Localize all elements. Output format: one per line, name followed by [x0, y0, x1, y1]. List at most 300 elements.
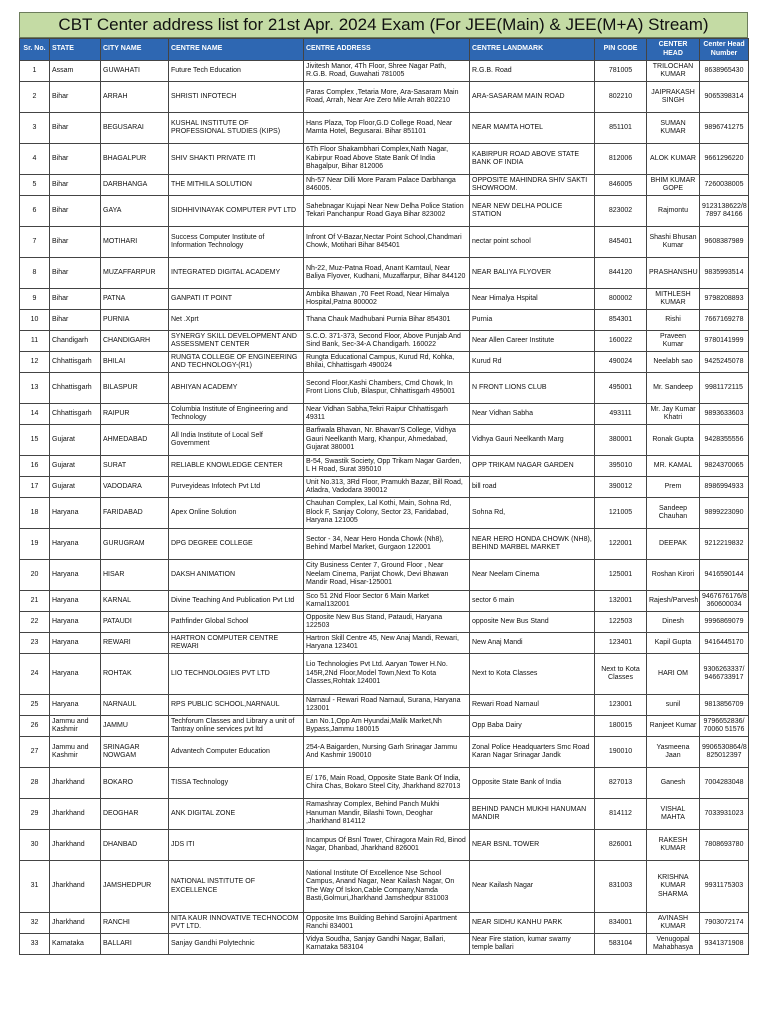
city-cell: BOKARO	[101, 768, 169, 799]
table-row	[20, 913, 749, 934]
page-title: CBT Center address list for 21st Apr. 2024 Exam (For JEE(Main) & JEE(M+A) Stream)	[19, 12, 748, 38]
col-state: STATE	[50, 39, 101, 61]
center-head-cell: DEEPAK	[647, 529, 700, 560]
state-cell: Bihar	[50, 310, 101, 331]
centre-landmark-cell: sector 6 main	[470, 591, 595, 612]
city-cell: NARNAUL	[101, 695, 169, 716]
pin-code-cell: 831003	[595, 861, 647, 913]
city-cell: ROHTAK	[101, 654, 169, 695]
pin-code-cell: 812006	[595, 144, 647, 175]
center-head-number-cell: 7260038005	[700, 175, 749, 196]
center-head-number-cell: 7667169278	[700, 310, 749, 331]
centre-address-cell: 254-A Baigarden, Nursing Garh Srinagar Jammu And Kashmir 190010	[304, 737, 470, 768]
centre-landmark-cell: Near Fire station, kumar swamy temple ballari	[470, 934, 595, 955]
sr-no-cell: 21	[20, 591, 50, 612]
centre-name-cell: ABHIYAN ACADEMY	[169, 373, 304, 404]
state-cell: Haryana	[50, 560, 101, 591]
centre-address-cell: Paras Complex ,Tetaria More, Ara-Sasaram Main Road, Arrah, Near Are Zero Mile Arrah 802210	[304, 82, 470, 113]
centre-landmark-cell: N FRONT LIONS CLUB	[470, 373, 595, 404]
sr-no-cell: 15	[20, 425, 50, 456]
center-head-cell: TRILOCHAN KUMAR	[647, 61, 700, 82]
table-header-row	[20, 39, 749, 61]
pin-code-cell: 844120	[595, 258, 647, 289]
centre-name-cell: SIDHHIVINAYAK COMPUTER PVT LTD	[169, 196, 304, 227]
pin-code-cell: 802210	[595, 82, 647, 113]
sr-no-cell: 1	[20, 61, 50, 82]
center-head-number-cell: 9824370065	[700, 456, 749, 477]
state-cell: Jharkhand	[50, 861, 101, 913]
centre-name-cell: Sanjay Gandhi Polytechnic	[169, 934, 304, 955]
sr-no-cell: 10	[20, 310, 50, 331]
state-cell: Haryana	[50, 695, 101, 716]
center-head-number-cell: 7033931023	[700, 799, 749, 830]
table-row	[20, 82, 749, 113]
city-cell: GAYA	[101, 196, 169, 227]
centre-name-cell: Pathfinder Global School	[169, 612, 304, 633]
sr-no-cell: 12	[20, 352, 50, 373]
sr-no-cell: 27	[20, 737, 50, 768]
centre-name-cell: DAKSH ANIMATION	[169, 560, 304, 591]
city-cell: DEOGHAR	[101, 799, 169, 830]
centre-name-cell: Success Computer Institute of Information Technology	[169, 227, 304, 258]
sr-no-cell: 5	[20, 175, 50, 196]
city-cell: AHMEDABAD	[101, 425, 169, 456]
center-head-number-cell: 9608387989	[700, 227, 749, 258]
centre-name-cell: RPS PUBLIC SCHOOL,NARNAUL	[169, 695, 304, 716]
city-cell: PATAUDI	[101, 612, 169, 633]
sr-no-cell: 14	[20, 404, 50, 425]
state-cell: Gujarat	[50, 456, 101, 477]
centre-name-cell: SHRISTI INFOTECH	[169, 82, 304, 113]
centre-address-cell: Thana Chauk Madhubani Purnia Bihar 854301	[304, 310, 470, 331]
pin-code-cell: 845401	[595, 227, 647, 258]
center-head-cell: Yasmeena Jaan	[647, 737, 700, 768]
state-cell: Haryana	[50, 654, 101, 695]
pin-code-cell: 851101	[595, 113, 647, 144]
table-row	[20, 477, 749, 498]
sr-no-cell: 31	[20, 861, 50, 913]
table-row	[20, 227, 749, 258]
centre-address-cell: Hartron Skill Centre 45, New Anaj Mandi, Rewari, Haryana 123401	[304, 633, 470, 654]
centre-landmark-cell: NEAR BSNL TOWER	[470, 830, 595, 861]
pin-code-cell: 395010	[595, 456, 647, 477]
table-row	[20, 560, 749, 591]
sr-no-cell: 19	[20, 529, 50, 560]
table-row	[20, 175, 749, 196]
table-row	[20, 144, 749, 175]
center-head-cell: Prem	[647, 477, 700, 498]
center-head-number-cell: 9996869079	[700, 612, 749, 633]
centre-address-cell: Second Floor,Kashi Chambers, Cmd Chowk, In Front Lions Club, Bilaspur, Chhattisgarh 495001	[304, 373, 470, 404]
state-cell: Gujarat	[50, 425, 101, 456]
center-head-number-cell: 9931175303	[700, 861, 749, 913]
sr-no-cell: 30	[20, 830, 50, 861]
city-cell: CHANDIGARH	[101, 331, 169, 352]
centre-name-cell: SHIV SHAKTI PRIVATE ITI	[169, 144, 304, 175]
centre-landmark-cell: Purnia	[470, 310, 595, 331]
center-head-cell: JAIPRAKASH SINGH	[647, 82, 700, 113]
table-row	[20, 456, 749, 477]
center-head-cell: SUMAN KUMAR	[647, 113, 700, 144]
center-head-cell: Ganesh	[647, 768, 700, 799]
centre-landmark-cell: Vidhya Gauri Neelkanth Marg	[470, 425, 595, 456]
pin-code-cell: Next to Kota Classes	[595, 654, 647, 695]
pin-code-cell: 132001	[595, 591, 647, 612]
centre-address-cell: Opposite New Bus Stand, Pataudi, Haryana 122503	[304, 612, 470, 633]
sr-no-cell: 20	[20, 560, 50, 591]
pin-code-cell: 854301	[595, 310, 647, 331]
city-cell: BEGUSARAI	[101, 113, 169, 144]
centre-landmark-cell: Kurud Rd	[470, 352, 595, 373]
table-row	[20, 716, 749, 737]
pin-code-cell: 827013	[595, 768, 647, 799]
center-head-number-cell: 9906530864/8 825012397	[700, 737, 749, 768]
centre-address-cell: S.C.O. 371-373, Second Floor, Above Punjab And Sind Bank, Sec-34-A Chandigarh. 160022	[304, 331, 470, 352]
centre-landmark-cell: NEAR NEW DELHA POLICE STATION	[470, 196, 595, 227]
centre-landmark-cell: Zonal Police Headquarters Smc Road Karan Nagar Srinagar Jandk	[470, 737, 595, 768]
sr-no-cell: 29	[20, 799, 50, 830]
state-cell: Jharkhand	[50, 799, 101, 830]
table-row	[20, 373, 749, 404]
center-head-number-cell: 9813856709	[700, 695, 749, 716]
centre-name-cell: JDS ITI	[169, 830, 304, 861]
centre-name-cell: GANPATI IT POINT	[169, 289, 304, 310]
table-row	[20, 768, 749, 799]
center-head-cell: AVINASH KUMAR	[647, 913, 700, 934]
center-head-number-cell: 9428355556	[700, 425, 749, 456]
table-row	[20, 934, 749, 955]
center-head-cell: Ronak Gupta	[647, 425, 700, 456]
centre-name-cell: Future Tech Education	[169, 61, 304, 82]
sr-no-cell: 16	[20, 456, 50, 477]
centre-address-cell: Jivitesh Manor, 4Th Floor, Shree Nagar Path, R.G.B. Road, Guwahati 781005	[304, 61, 470, 82]
table-row	[20, 310, 749, 331]
centre-name-cell: Apex Online Solution	[169, 498, 304, 529]
centre-name-cell: ANK DIGITAL ZONE	[169, 799, 304, 830]
sr-no-cell: 32	[20, 913, 50, 934]
sr-no-cell: 26	[20, 716, 50, 737]
sr-no-cell: 17	[20, 477, 50, 498]
center-head-number-cell: 9893633603	[700, 404, 749, 425]
center-head-cell: Roshan Kirori	[647, 560, 700, 591]
state-cell: Haryana	[50, 612, 101, 633]
city-cell: SRINAGAR NOWGAM	[101, 737, 169, 768]
state-cell: Jharkhand	[50, 768, 101, 799]
city-cell: GURUGRAM	[101, 529, 169, 560]
center-head-number-cell: 9467676176/8 360600034	[700, 591, 749, 612]
city-cell: DARBHANGA	[101, 175, 169, 196]
city-cell: KARNAL	[101, 591, 169, 612]
center-head-cell: BHIM KUMAR GOPE	[647, 175, 700, 196]
table-row	[20, 695, 749, 716]
state-cell: Bihar	[50, 258, 101, 289]
centre-name-cell: INTEGRATED DIGITAL ACADEMY	[169, 258, 304, 289]
centre-landmark-cell: bill road	[470, 477, 595, 498]
center-head-cell: Rishi	[647, 310, 700, 331]
centre-address-cell: Rungta Educational Campus, Kurud Rd, Kohka, Bhilai, Chhattisgarh 490024	[304, 352, 470, 373]
col-centre-name: CENTRE NAME	[169, 39, 304, 61]
center-head-number-cell: 9899223090	[700, 498, 749, 529]
table-row	[20, 498, 749, 529]
center-head-cell: PRASHANSHU	[647, 258, 700, 289]
table-row	[20, 289, 749, 310]
pin-code-cell: 122001	[595, 529, 647, 560]
centre-landmark-cell: NEAR BALIYA FLYOVER	[470, 258, 595, 289]
center-head-cell: VISHAL MAHTA	[647, 799, 700, 830]
sr-no-cell: 23	[20, 633, 50, 654]
table-row	[20, 529, 749, 560]
city-cell: MOTIHARI	[101, 227, 169, 258]
center-head-cell: KRISHNA KUMAR SHARMA	[647, 861, 700, 913]
sr-no-cell: 4	[20, 144, 50, 175]
centre-address-cell: Sahebnagar Kujapi Near New Delha Police Station Tekari Panchanpur Road Gaya Bihar 823002	[304, 196, 470, 227]
centre-address-cell: City Business Center 7, Ground Floor , Near Neelam Cinema, Parijat Chowk, Devi Bhawan Mandir Road, Hisar-125001	[304, 560, 470, 591]
pin-code-cell: 190010	[595, 737, 647, 768]
state-cell: Bihar	[50, 196, 101, 227]
centre-landmark-cell: Near Himalya Hspital	[470, 289, 595, 310]
centre-landmark-cell: R.G.B. Road	[470, 61, 595, 82]
centre-landmark-cell: Near Kailash Nagar	[470, 861, 595, 913]
state-cell: Karnataka	[50, 934, 101, 955]
centre-address-cell: Lio Technologies Pvt Ltd. Aaryan Tower H.No. 145R,2Nd Floor,Model Town,Next To Kota Classes,Rohtak 124001	[304, 654, 470, 695]
sr-no-cell: 22	[20, 612, 50, 633]
sr-no-cell: 33	[20, 934, 50, 955]
city-cell: REWARI	[101, 633, 169, 654]
city-cell: VADODARA	[101, 477, 169, 498]
pin-code-cell: 123001	[595, 695, 647, 716]
col-centre-address: CENTRE ADDRESS	[304, 39, 470, 61]
center-head-number-cell: 9981172115	[700, 373, 749, 404]
centre-name-cell: RUNGTA COLLEGE OF ENGINEERING AND TECHNOLOGY-(R1)	[169, 352, 304, 373]
city-cell: HISAR	[101, 560, 169, 591]
centre-name-cell: Divine Teaching And Publication Pvt Ltd	[169, 591, 304, 612]
city-cell: GUWAHATI	[101, 61, 169, 82]
table-row	[20, 830, 749, 861]
city-cell: FARIDABAD	[101, 498, 169, 529]
state-cell: Bihar	[50, 175, 101, 196]
state-cell: Assam	[50, 61, 101, 82]
state-cell: Chhattisgarh	[50, 352, 101, 373]
state-cell: Haryana	[50, 529, 101, 560]
centre-name-cell: Purveyideas Infotech Pvt Ltd	[169, 477, 304, 498]
center-head-number-cell: 9425245078	[700, 352, 749, 373]
centre-address-cell: Sector - 34, Near Hero Honda Chowk (Nh8), Behind Marbel Market, Gurgaon 122001	[304, 529, 470, 560]
centre-address-cell: Lan No.1,Opp Am Hyundai,Malik Market,Nh Bypass,Jammu 180015	[304, 716, 470, 737]
table-row	[20, 737, 749, 768]
table-row	[20, 352, 749, 373]
city-cell: ARRAH	[101, 82, 169, 113]
pin-code-cell: 495001	[595, 373, 647, 404]
centre-address-cell: Ramashray Complex, Behind Panch Mukhi Hanuman Mandir, Bilashi Town, Deoghar ,Jharkhand 814112	[304, 799, 470, 830]
centre-address-cell: Near Vidhan Sabha,Tekri Raipur Chhattisgarh 49311	[304, 404, 470, 425]
table-row	[20, 196, 749, 227]
centre-landmark-cell: OPP TRIKAM NAGAR GARDEN	[470, 456, 595, 477]
pin-code-cell: 846005	[595, 175, 647, 196]
centre-address-cell: Incampus Of Bsnl Tower, Chiragora Main Rd, Binod Nagar, Dhanbad, Jharkhand 826001	[304, 830, 470, 861]
sr-no-cell: 8	[20, 258, 50, 289]
centre-address-cell: Vidya Soudha, Sanjay Gandhi Nagar, Ballari, Karnataka 583104	[304, 934, 470, 955]
table-row	[20, 633, 749, 654]
center-head-cell: Neelabh sao	[647, 352, 700, 373]
pin-code-cell: 781005	[595, 61, 647, 82]
centre-landmark-cell: Rewari Road Narnaul	[470, 695, 595, 716]
table-row	[20, 861, 749, 913]
table-row	[20, 612, 749, 633]
centre-name-cell: DPG DEGREE COLLEGE	[169, 529, 304, 560]
center-head-cell: Praveen Kumar	[647, 331, 700, 352]
centre-landmark-cell: Near Neelam Cinema	[470, 560, 595, 591]
state-cell: Bihar	[50, 82, 101, 113]
sr-no-cell: 18	[20, 498, 50, 529]
centre-name-cell: RELIABLE KNOWLEDGE CENTER	[169, 456, 304, 477]
centre-address-cell: Infront Of V-Bazar,Nectar Point School,Chandmari Chowk, Motihari Bihar 845401	[304, 227, 470, 258]
centre-address-cell: 6Th Floor Shakambhari Complex,Nath Nagar, Kabirpur Road Above State Bank Of India Bhagalpur, Bihar 812006	[304, 144, 470, 175]
center-head-cell: Shashi Bhusan Kumar	[647, 227, 700, 258]
city-cell: RAIPUR	[101, 404, 169, 425]
pin-code-cell: 122503	[595, 612, 647, 633]
center-head-number-cell: 9835993514	[700, 258, 749, 289]
pin-code-cell: 180015	[595, 716, 647, 737]
center-head-number-cell: 7808693780	[700, 830, 749, 861]
center-head-number-cell: 9341371908	[700, 934, 749, 955]
centre-landmark-cell: Next to Kota Classes	[470, 654, 595, 695]
centre-landmark-cell: NEAR SIDHU KANHU PARK	[470, 913, 595, 934]
center-head-cell: Venugopal Mahabhasya	[647, 934, 700, 955]
city-cell: JAMMU	[101, 716, 169, 737]
pin-code-cell: 826001	[595, 830, 647, 861]
center-head-number-cell: 9123138622/8 7897 84166	[700, 196, 749, 227]
city-cell: DHANBAD	[101, 830, 169, 861]
state-cell: Jammu and Kashmir	[50, 716, 101, 737]
centre-landmark-cell: KABIRPUR ROAD ABOVE STATE BANK OF INDIA	[470, 144, 595, 175]
pin-code-cell: 380001	[595, 425, 647, 456]
centre-name-cell: All India Institute of Local Self Government	[169, 425, 304, 456]
center-head-cell: MR. KAMAL	[647, 456, 700, 477]
center-head-cell: Mr. Sandeep	[647, 373, 700, 404]
centre-address-cell: Unit No.313, 3Rd Floor, Pramukh Bazar, Bill Road, Atladra, Vadodara 390012	[304, 477, 470, 498]
pin-code-cell: 390012	[595, 477, 647, 498]
center-head-number-cell: 9212219832	[700, 529, 749, 560]
centre-name-cell: Techforum Classes and Library a unit of Tantray online services pvt ltd	[169, 716, 304, 737]
center-head-number-cell: 9780141999	[700, 331, 749, 352]
sr-no-cell: 3	[20, 113, 50, 144]
state-cell: Haryana	[50, 633, 101, 654]
sr-no-cell: 24	[20, 654, 50, 695]
centre-name-cell: NATIONAL INSTITUTE OF EXCELLENCE	[169, 861, 304, 913]
pin-code-cell: 123401	[595, 633, 647, 654]
centre-address-cell: Chauhan Complex, Lal Kothi, Main, Sohna Rd, Block F, Sanjay Colony, Sector 23, Faridabad, Haryana 121005	[304, 498, 470, 529]
sr-no-cell: 28	[20, 768, 50, 799]
centers-table	[19, 38, 749, 955]
centre-name-cell: LIO TECHNOLOGIES PVT LTD	[169, 654, 304, 695]
centre-address-cell: Nh-57 Near Dilli More Param Palace Darbhanga 846005.	[304, 175, 470, 196]
state-cell: Haryana	[50, 498, 101, 529]
centre-landmark-cell: OPPOSITE MAHINDRA SHIV SAKTI SHOWROOM.	[470, 175, 595, 196]
table-row	[20, 258, 749, 289]
city-cell: BHILAI	[101, 352, 169, 373]
centre-address-cell: National Institute Of Excellence Nse School Campus, Anand Nagar, Near Kailash Nagar, On The Way Of Iskon,Cable Company,Namda Basti,Golmuri,Jharkhand Jamshedpur 831003	[304, 861, 470, 913]
center-head-number-cell: 9065398314	[700, 82, 749, 113]
center-head-cell: Rajmontu	[647, 196, 700, 227]
center-head-cell: ALOK KUMAR	[647, 144, 700, 175]
document-page	[19, 12, 748, 955]
centre-name-cell: HARTRON COMPUTER CENTRE REWARI	[169, 633, 304, 654]
centre-landmark-cell: Opposite State Bank of India	[470, 768, 595, 799]
table-row	[20, 799, 749, 830]
center-head-number-cell: 7004283048	[700, 768, 749, 799]
centre-landmark-cell: Sohna Rd,	[470, 498, 595, 529]
centre-landmark-cell: NEAR HERO HONDA CHOWK (NH8), BEHIND MARBEL MARKET	[470, 529, 595, 560]
center-head-number-cell: 9796652836/ 70060 51576	[700, 716, 749, 737]
center-head-cell: MITHLESH KUMAR	[647, 289, 700, 310]
state-cell: Chandigarh	[50, 331, 101, 352]
pin-code-cell: 493111	[595, 404, 647, 425]
centre-address-cell: B-54, Swastik Society, Opp Trikam Nagar Garden, L H Road, Surat 395010	[304, 456, 470, 477]
city-cell: JAMSHEDPUR	[101, 861, 169, 913]
sr-no-cell: 7	[20, 227, 50, 258]
centre-name-cell: KUSHAL INSTITUTE OF PROFESSIONAL STUDIES (KIPS)	[169, 113, 304, 144]
sr-no-cell: 25	[20, 695, 50, 716]
centre-name-cell: Columbia Institute of Engineering and Technology	[169, 404, 304, 425]
center-head-cell: HARI OM	[647, 654, 700, 695]
city-cell: BHAGALPUR	[101, 144, 169, 175]
center-head-cell: Rajesh/Parvesh	[647, 591, 700, 612]
centre-name-cell: SYNERGY SKILL DEVELOPMENT AND ASSESSMENT CENTER	[169, 331, 304, 352]
pin-code-cell: 800002	[595, 289, 647, 310]
col-centre-landmark: CENTRE LANDMARK	[470, 39, 595, 61]
centre-name-cell: TISSA Technology	[169, 768, 304, 799]
table-row	[20, 591, 749, 612]
pin-code-cell: 814112	[595, 799, 647, 830]
centre-landmark-cell: BEHIND PANCH MUKHI HANUMAN MANDIR	[470, 799, 595, 830]
sr-no-cell: 13	[20, 373, 50, 404]
city-cell: BALLARI	[101, 934, 169, 955]
centre-address-cell: Barfiwala Bhavan, Nr. Bhavan'S College, Vidhya Gauri Neelkanth Marg, Khanpur, Ahmedabad, Gujarat 380001	[304, 425, 470, 456]
center-head-number-cell: 9306263337/ 9466733917	[700, 654, 749, 695]
center-head-number-cell: 8638965430	[700, 61, 749, 82]
sr-no-cell: 9	[20, 289, 50, 310]
table-row	[20, 331, 749, 352]
table-row	[20, 61, 749, 82]
state-cell: Jammu and Kashmir	[50, 737, 101, 768]
centre-landmark-cell: Near Allen Career Institute	[470, 331, 595, 352]
col-center-head-number: Center Head Number	[700, 39, 749, 61]
center-head-number-cell: 7903072174	[700, 913, 749, 934]
city-cell: PURNIA	[101, 310, 169, 331]
table-row	[20, 404, 749, 425]
centre-address-cell: Sco 51 2Nd Floor Sector 6 Main Market Karnal132001	[304, 591, 470, 612]
table-row	[20, 425, 749, 456]
state-cell: Bihar	[50, 144, 101, 175]
city-cell: SURAT	[101, 456, 169, 477]
pin-code-cell: 160022	[595, 331, 647, 352]
centre-address-cell: Opposite Ims Building Behind Sarojini Apartment Ranchi 834001	[304, 913, 470, 934]
centre-address-cell: Nh-22, Muz-Patna Road, Anant Kamtaul, Near Baliya Flyover, Kudhani, Muzaffarpur, Bihar 844120	[304, 258, 470, 289]
center-head-number-cell: 9416445170	[700, 633, 749, 654]
centre-address-cell: Ambika Bhawan ,70 Feet Road, Near Himalya Hospital,Patna 800002	[304, 289, 470, 310]
pin-code-cell: 823002	[595, 196, 647, 227]
state-cell: Gujarat	[50, 477, 101, 498]
sr-no-cell: 6	[20, 196, 50, 227]
pin-code-cell: 834001	[595, 913, 647, 934]
city-cell: MUZAFFARPUR	[101, 258, 169, 289]
center-head-number-cell: 8986994933	[700, 477, 749, 498]
sr-no-cell: 2	[20, 82, 50, 113]
centre-name-cell: NITA KAUR INNOVATIVE TECHNOCOM PVT LTD.	[169, 913, 304, 934]
center-head-cell: Dinesh	[647, 612, 700, 633]
centre-landmark-cell: Near Vidhan Sabha	[470, 404, 595, 425]
centre-name-cell: Advantech Computer Education	[169, 737, 304, 768]
